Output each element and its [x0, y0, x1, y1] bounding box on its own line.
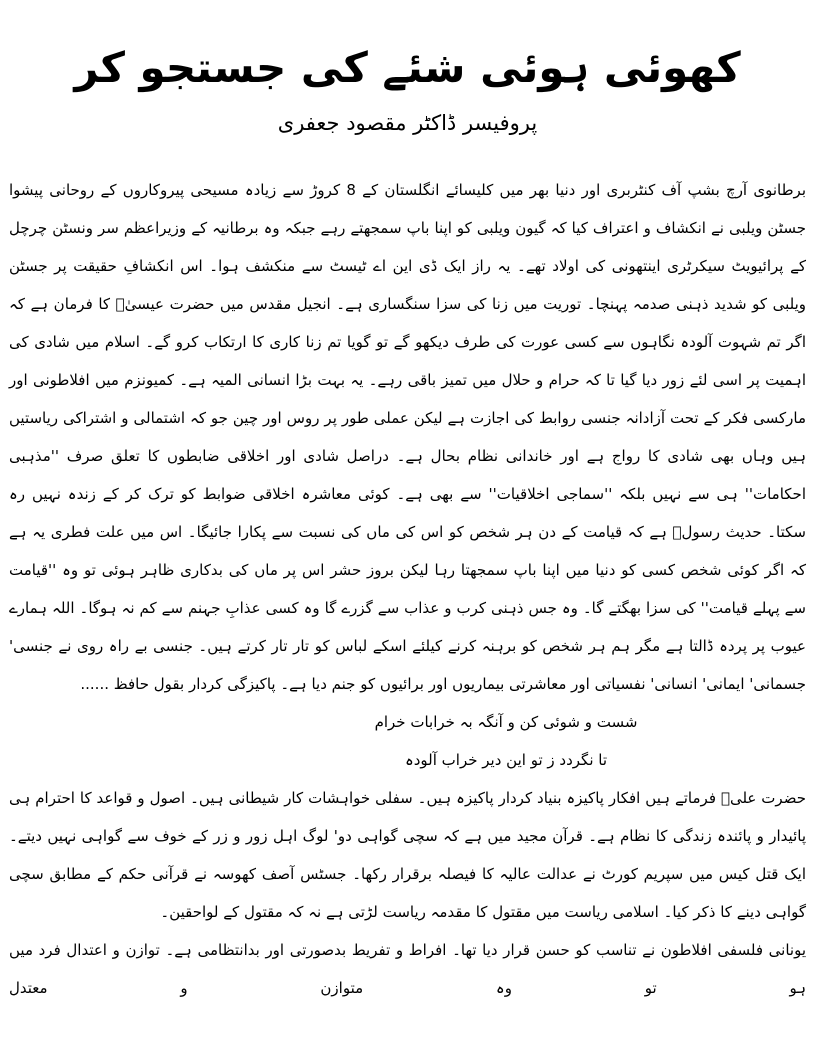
author-byline: پروفیسر ڈاکٹر مقصود جعفری — [277, 110, 538, 135]
document-title: کھوئی ہوئی شئے کی جستجو کر — [74, 43, 741, 92]
poetry-verse-block — [206, 703, 806, 779]
paragraph-2: حضرت علیؑ فرماتے ہیں افکار پاکیزہ بنیاد کردار پاکیزہ ہیں۔ سفلی خواہشات کار شیطانی ہیں۔ اصول و قواعد کا احترام ہی پائیدار و پائندہ زندگی کا نظام ہے۔ قرآن مجید میں ہے کہ سچی گواہی دو' لوگ اہل زور و زر کے خوف سے گواہی نہیں دیتے۔ ایک قتل کیس میں سپریم کورٹ نے عدالت عالیہ کا فیصلہ برقرار رکھا۔ جسٹس آصف کھوسہ نے قرآنی حکم کے مطابق سچی گواہی دینے کا ذکر کیا۔ اسلامی ریاست میں مقتول کا مقدمہ ریاست لڑتی ہے نہ کہ مقتول کے لواحقین۔ — [9, 788, 806, 921]
paragraph-3: یونانی فلسفی افلاطون نے تناسب کو حسن قرار دیا تھا۔ افراط و تفریط بدصورتی اور بدانتظامی ہے۔ توازن و اعتدال فرد میں ہو تو وہ متوازن و معتدل — [9, 940, 806, 997]
document-body — [0, 171, 815, 1007]
verse-line-2: تا نگردد ز تو این دیر خراب آلودہ — [404, 750, 608, 769]
paragraph-1: برطانوی آرچ بشپ آف کنٹربری اور دنیا بھر میں کلیسائے انگلستان کے 8 کروڑ سے زیادہ مسیحی پیروکاروں کے روحانی پیشوا جسٹن ویلبی نے انکشاف و اعتراف کیا کہ گیون ویلبی کو اپنا باپ سمجھتے رہے جبکہ وہ برطانیہ کے وزیراعظم سر ونسٹن چرچل کے پرائیویٹ سیکرٹری اینتھونی کی اولاد تھے۔ یہ راز ایک ڈی این اے ٹیسٹ سے منکشف ہوا۔ اس انکشافِ حقیقت پر جسٹن ویلبی کو شدید ذہنی صدمہ پہنچا۔ توریت میں زنا کی سزا سنگساری ہے۔ انجیل مقدس میں حضرت عیسیٰؑ کا فرمان ہے کہ اگر تم شہوت آلودہ نگاہوں سے کسی عورت کی طرف دیکھو گے تو گویا تم زنا کاری کا ارتکاب کرو گے۔ اسلام میں شادی کی اہمیت پر اسی لئے زور دیا گیا تا کہ حرام و حلال میں تمیز باقی رہے۔ یہ بہت بڑا انسانی المیہ ہے۔ کمیونزم میں افلاطونی اور مارکسی فکر کے تحت آزادانہ جنسی روابط کی اجازت ہے لیکن عملی طور پر روس اور چین جو کہ اشتمالی و اشتراکی ریاستیں ہیں وہاں بھی شادی کا رواج ہے اور خاندانی نظام بحال ہے۔ دراصل شادی اور اخلاقی ضابطوں کا تعلق صرف ''مذہبی احکامات'' ہی سے نہیں بلکہ ''سماجی اخلاقیات'' سے بھی ہے۔ کوئی معاشرہ اخلاقی ضوابط کو ترک کر کے زندہ نہیں رہ سکتا۔ حدیث رسولؐ ہے کہ قیامت کے دن ہر شخص کو اس کی ماں کی نسبت سے پکارا جائیگا۔ اس میں علت فطری یہ ہے کہ اگر کوئی شخص کسی کو دنیا میں اپنا باپ سمجھتا رہا لیکن بروز حشر اس پر ماں کی بدکاری ظاہر ہوئی تو وہ ''قیامت سے پہلے قیامت'' کی سزا بھگتے گا۔ وہ جس ذہنی کرب و عذاب سے گزرے گا وہ کسی عذابِ جہنم سے کم نہ ہوگا۔ اللہ ہمارے عیوب پر پردہ ڈالتا ہے مگر ہم ہر شخص کو برہنہ کرنے کیلئے اسکے لباس کو تار تار کرتے ہیں۔ جنسی بے راہ روی نے جنسی' جسمانی' ایمانی' انسانی' نفسیاتی اور معاشرتی بیماریوں اور برائیوں کو جنم دیا ہے۔ پاکیزگی کردار بقول حافظ ...... — [9, 180, 806, 693]
verse-line-1: شست و شوئی کن و آنگہ بہ خرابات خرام — [374, 712, 638, 731]
